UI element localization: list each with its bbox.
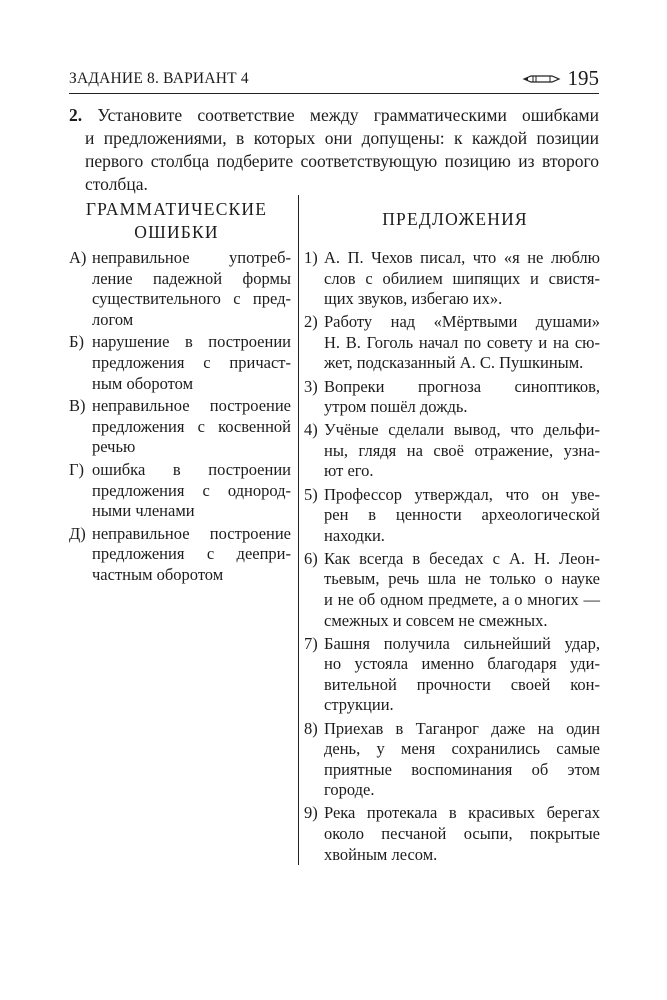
page-number-block bbox=[522, 66, 600, 91]
sentence-item bbox=[304, 634, 600, 716]
item-text: Профессор утверждал, что он уве- рен в ценности археологической находки. bbox=[324, 484, 600, 545]
item-text: Приехав в Таганрог даже на один день, у меня сохранились самые приятные воспоминания об этом городе. bbox=[324, 718, 600, 800]
item-marker: А) bbox=[69, 248, 87, 267]
item-text: А. П. Чехов писал, что «я не люблю слов с обилием шипящих и свистя- щих звуков, избегаю их». bbox=[324, 248, 600, 309]
column-divider bbox=[298, 195, 299, 865]
item-text: Река протекала в красивых берегах около песчаной осыпи, покрытые хвойным лесом. bbox=[324, 803, 600, 864]
item-text: Как всегда в беседах с А. Н. Леон- тьевым, речь шла не только о науке и не об одном предмете, а о многих — смежных и совсем не смежных. bbox=[324, 548, 600, 630]
item-text: Учёные сделали вывод, что дельфи- ны, глядя на своё отражение, узна- ют его. bbox=[324, 420, 600, 481]
item-marker: 5) bbox=[304, 484, 318, 504]
page-number: 195 bbox=[567, 66, 599, 90]
error-item bbox=[69, 248, 291, 330]
task-line: и предложениями, в которых они допущены: к каждой позиции bbox=[85, 128, 599, 148]
item-text: неправильное употреб- ление падежной формы существительного с пред- логом bbox=[92, 248, 291, 329]
sentences-column-title: ПРЕДЛОЖЕНИЯ bbox=[382, 209, 528, 229]
error-item bbox=[69, 396, 291, 458]
task-number: 2. bbox=[69, 105, 83, 125]
item-marker: 3) bbox=[304, 376, 318, 396]
errors-column-title: ГРАММАТИЧЕСКИЕ ОШИБКИ bbox=[85, 199, 268, 242]
pen-icon bbox=[522, 72, 562, 86]
item-marker: 8) bbox=[304, 718, 318, 738]
sentence-item bbox=[304, 420, 600, 482]
item-marker: 6) bbox=[304, 548, 318, 568]
error-item bbox=[69, 332, 291, 394]
item-marker: 7) bbox=[304, 633, 318, 653]
item-text: неправильное построение предложения с косвенной речью bbox=[92, 396, 291, 457]
item-marker: 9) bbox=[304, 803, 318, 823]
running-title: ЗАДАНИЕ 8. ВАРИАНТ 4 bbox=[69, 70, 249, 87]
item-text: Вопреки прогноза синоптиков, утром пошёл дождь. bbox=[324, 376, 600, 417]
item-marker: 2) bbox=[304, 312, 318, 332]
error-item bbox=[69, 524, 291, 586]
error-item bbox=[69, 460, 291, 522]
sentence-item bbox=[304, 803, 600, 865]
item-text: Башня получила сильнейший удар, но устояла именно благодаря уди- вительной прочности своей кон- струкции. bbox=[324, 633, 600, 715]
sentences-list bbox=[304, 248, 600, 868]
sentence-item bbox=[304, 549, 600, 631]
sentence-item bbox=[304, 377, 600, 418]
task-line: первого столбца подберите соответствующую позицию из второго bbox=[85, 151, 599, 171]
item-marker: Г) bbox=[69, 459, 85, 479]
sentence-item bbox=[304, 312, 600, 374]
header-rule bbox=[69, 93, 599, 94]
item-marker: 1) bbox=[304, 248, 318, 267]
item-marker: Д) bbox=[69, 523, 86, 543]
sentence-item bbox=[304, 719, 600, 801]
item-marker: 4) bbox=[304, 420, 318, 440]
item-marker: В) bbox=[69, 396, 86, 416]
task-line: 2. Установите соответствие между грамматическими ошибками bbox=[69, 105, 599, 125]
item-text: ошибка в построении предложения с однород- ными членами bbox=[92, 459, 291, 521]
errors-list bbox=[69, 248, 291, 588]
item-text: Работу над «Мёртвыми душами» Н. В. Гоголь начал по совету и на сю- жет, подсказанный А. С. Пушкиным. bbox=[324, 312, 600, 373]
item-marker: Б) bbox=[69, 332, 84, 352]
task-line: столбца. bbox=[85, 174, 148, 194]
task-statement bbox=[69, 104, 599, 196]
item-text: неправильное построение предложения с деепри- частным оборотом bbox=[92, 523, 291, 584]
running-header bbox=[69, 66, 599, 92]
sentence-item bbox=[304, 485, 600, 547]
sentence-item bbox=[304, 248, 600, 310]
item-text: нарушение в построении предложения с причаст- ным оборотом bbox=[92, 332, 291, 393]
